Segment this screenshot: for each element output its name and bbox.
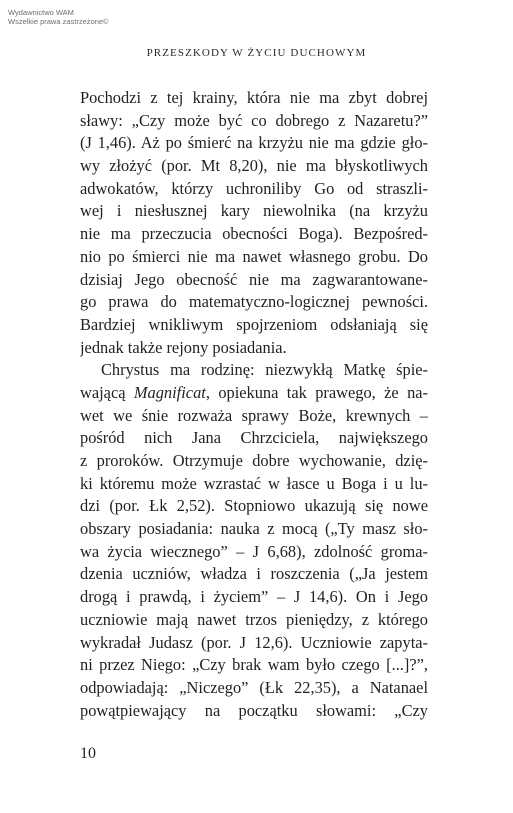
text-line: Pochodzi z tej krainy, która nie ma zbyt dobrej <box>80 88 428 107</box>
text-line: uczniowie mają nawet trzos pieniędzy, z którego <box>80 609 428 629</box>
text-line: ki któremu może wzrastać w łasce u Boga i u lu- <box>80 473 428 493</box>
text-line: dzenia uczniów, władza i roszczenia („Ja jestem <box>80 564 428 584</box>
text-line: ni przez Niego: „Czy brak wam było czego [...]?”, <box>80 655 428 675</box>
text-line: Chrystus ma rodzinę: niezwykłą Matkę śpie- <box>101 360 428 380</box>
text-line: wet we śnie rozważa sprawy Boże, krewnych – <box>80 405 428 425</box>
running-head: PRZESZKODY W ŻYCIU DUCHOWYM <box>146 47 367 59</box>
text-line: powątpiewający na początku słowami: „Czy <box>80 700 428 720</box>
text-line: (J 1,46). Aż po śmierć na krzyżu nie ma gdzie gło- <box>80 133 428 153</box>
watermark-copyright: Wszelkie prawa zastrzeżone© <box>8 17 109 26</box>
text-line: drogą i prawdą, i życiem” – J 14,6). On i Jego <box>80 587 428 607</box>
text-line: Bardziej wnikliwym spojrzeniom odsłaniają się <box>80 314 428 334</box>
text-line: nio po śmierci nie ma nawet własnego grobu. Do <box>80 246 428 266</box>
text-line: nie ma przeczucia obecności Boga). Bezpośred- <box>80 224 428 244</box>
text-line: go prawa do matematyczno-logicznej pewności. <box>80 292 428 312</box>
text-line: wającą Magnificat, opiekuna tak prawego, że na- <box>80 382 428 402</box>
watermark <box>8 8 109 26</box>
text-line: z proroków. Otrzymuje dobre wychowanie, dzię- <box>80 451 428 470</box>
text-line: wej i niesłusznej kary niewolnika (na krzyżu <box>80 201 428 221</box>
text-line: pośród nich Jana Chrzciciela, największego <box>80 428 428 448</box>
text-line: sławy: „Czy może być co dobrego z Nazaretu?” <box>80 110 428 130</box>
body-text <box>80 87 428 722</box>
text-line: dzi (por. Łk 2,52). Stopniowo ukazują się nowe <box>80 496 428 516</box>
text-line: wa życia wiecznego” – J 6,68), zdolność groma- <box>80 541 428 561</box>
text-line: jednak także rejony posiadania. <box>80 337 287 357</box>
text-line: adwokatów, którzy uchroniliby Go od straszli- <box>80 178 428 198</box>
italic-title: Magnificat <box>133 382 206 402</box>
watermark-publisher: Wydawnictwo WAM <box>8 8 74 17</box>
text-line: odpowiadają: „Niczego” (Łk 22,35), a Natanael <box>80 677 428 697</box>
text-line: wy złożyć (por. Mt 8,20), nie ma błyskotliwych <box>80 156 428 176</box>
text-line: obszary posiadania: nauka z mocą („Ty masz sło- <box>80 519 428 539</box>
text-line: dzisiaj Jego obecność nie ma zagwarantowane- <box>80 269 428 289</box>
page-number: 10 <box>80 745 96 762</box>
text-line: wykradał Judasz (por. J 12,6). Uczniowie zapyta- <box>80 632 428 652</box>
